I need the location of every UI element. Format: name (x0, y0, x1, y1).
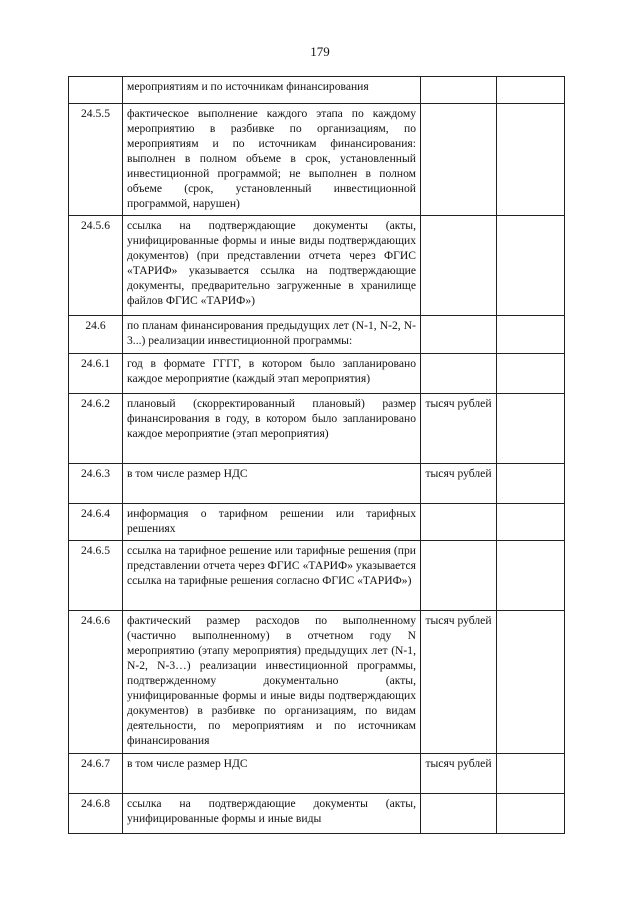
row-value (497, 611, 565, 754)
row-description: ссылка на тарифное решение или тарифные решения (при представлении отчета через ФГИС «ТАРИФ» указывается ссылка на тарифные решения согласно ФГИС «ТАРИФ») (123, 541, 421, 611)
row-unit (421, 541, 497, 611)
table-row (69, 754, 565, 794)
row-value (497, 794, 565, 834)
row-number: 24.5.6 (69, 216, 123, 316)
row-description: фактическое выполнение каждого этапа по каждому мероприятию в разбивке по организациям, по мероприятиям и по источникам финансирования: выполнен в полном объеме в срок, установленный инвестиционной программой; не выполнен в полном объеме (срок, установленный инвестиционной программой, нарушен) (123, 104, 421, 216)
row-number: 24.6.3 (69, 464, 123, 504)
row-number (69, 77, 123, 104)
table-row (69, 394, 565, 464)
table-row (69, 216, 565, 316)
row-number: 24.6.5 (69, 541, 123, 611)
table-row (69, 611, 565, 754)
row-number: 24.6.2 (69, 394, 123, 464)
table-row (69, 104, 565, 216)
row-value (497, 104, 565, 216)
row-number: 24.5.5 (69, 104, 123, 216)
table-row (69, 464, 565, 504)
row-value (497, 754, 565, 794)
row-number: 24.6.6 (69, 611, 123, 754)
row-description: плановый (скорректированный плановый) размер финансирования в году, в котором было запланировано каждое мероприятие (этап мероприятия) (123, 394, 421, 464)
row-number: 24.6 (69, 316, 123, 354)
table-row (69, 354, 565, 394)
table-row (69, 77, 565, 104)
row-number: 24.6.8 (69, 794, 123, 834)
row-value (497, 504, 565, 541)
row-value (497, 354, 565, 394)
row-unit: тысяч рублей (421, 754, 497, 794)
row-description: мероприятиям и по источникам финансирования (123, 77, 421, 104)
row-unit: тысяч рублей (421, 464, 497, 504)
row-unit (421, 504, 497, 541)
row-unit (421, 354, 497, 394)
row-unit (421, 316, 497, 354)
row-value (497, 541, 565, 611)
table-row (69, 541, 565, 611)
row-description: в том числе размер НДС (123, 464, 421, 504)
row-unit (421, 794, 497, 834)
row-description: информация о тарифном решении или тарифных решениях (123, 504, 421, 541)
row-unit (421, 216, 497, 316)
row-description: ссылка на подтверждающие документы (акты, унифицированные формы и иные виды (123, 794, 421, 834)
table-row (69, 316, 565, 354)
row-description: фактический размер расходов по выполненному (частично выполненному) в отчетном году N мероприятию (этапу мероприятия) предыдущих лет (N-1, N-2, N-3…) реализации инвестиционной программы, подтвержденному документально (акты, унифицированные формы и иные виды подтверждающих документов) в разбивке по организациям, по видам деятельности, по мероприятиям и по источникам финансирования (123, 611, 421, 754)
row-number: 24.6.4 (69, 504, 123, 541)
row-value (497, 464, 565, 504)
row-unit (421, 104, 497, 216)
row-value (497, 216, 565, 316)
table-row (69, 794, 565, 834)
row-description: по планам финансирования предыдущих лет (N-1, N-2, N-3...) реализации инвестиционной программы: (123, 316, 421, 354)
row-description: год в формате ГГГГ, в котором было запланировано каждое мероприятие (каждый этап мероприятия) (123, 354, 421, 394)
row-value (497, 316, 565, 354)
row-number: 24.6.1 (69, 354, 123, 394)
row-value (497, 394, 565, 464)
row-number: 24.6.7 (69, 754, 123, 794)
page-number: 179 (310, 44, 330, 59)
requirements-table (68, 76, 565, 834)
row-unit: тысяч рублей (421, 611, 497, 754)
table-row (69, 504, 565, 541)
row-unit (421, 77, 497, 104)
row-description: в том числе размер НДС (123, 754, 421, 794)
row-description: ссылка на подтверждающие документы (акты, унифицированные формы и иные виды подтверждающих документов) (при представлении отчета через ФГИС «ТАРИФ» указывается ссылка на подтверждающие документы, предварительно загруженные в хранилище файлов ФГИС «ТАРИФ») (123, 216, 421, 316)
row-value (497, 77, 565, 104)
row-unit: тысяч рублей (421, 394, 497, 464)
